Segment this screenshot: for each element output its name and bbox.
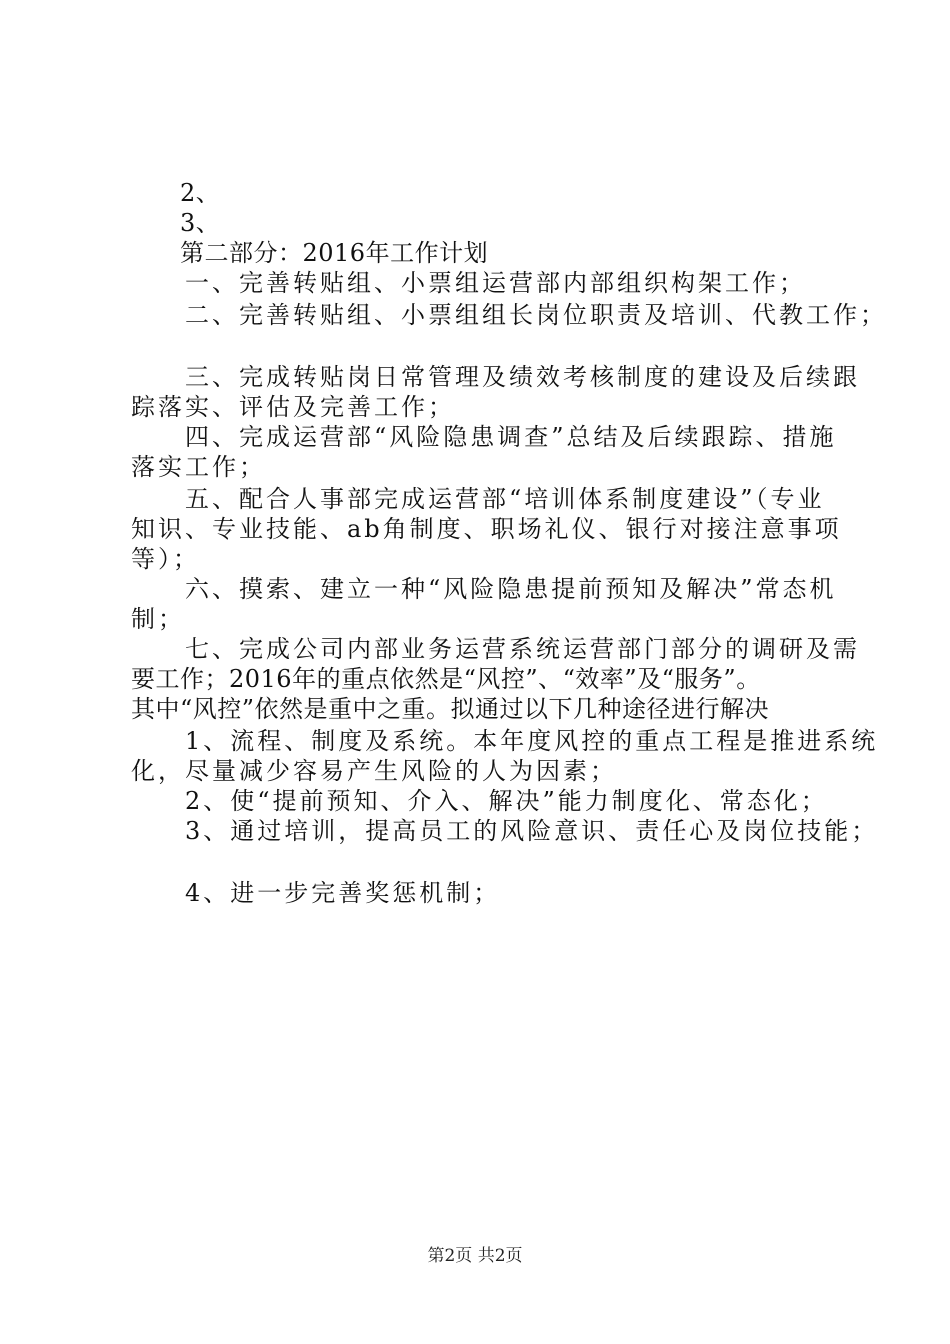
text-line: 五、配合人事部完成运营部“培训体系制度建设”（专业 <box>131 485 825 513</box>
text-line: 3、 <box>131 209 221 237</box>
text-line: 制； <box>131 605 185 633</box>
text-line: 落实工作； <box>131 453 266 481</box>
text-line: 踪落实、评估及完善工作； <box>131 393 455 421</box>
text-line: 化，尽量减少容易产生风险的人为因素； <box>131 757 617 785</box>
text-line: 四、完成运营部“风险隐患调查”总结及后续跟踪、措施 <box>131 423 837 451</box>
text-line: 3、通过培训，提高员工的风险意识、责任心及岗位技能； <box>131 817 879 845</box>
text-line: 2、使“提前预知、介入、解决”能力制度化、常态化； <box>131 787 828 815</box>
text-line: 三、完成转贴岗日常管理及绩效考核制度的建设及后续跟 <box>131 363 860 391</box>
text-line: 等）； <box>131 545 200 573</box>
text-line: 1、流程、制度及系统。本年度风控的重点工程是推进系统 <box>131 727 879 755</box>
text-line: 二、完善转贴组、小票组组长岗位职责及培训、代教工作； <box>131 301 887 329</box>
page-footer: 第2页 共2页 <box>427 1246 523 1266</box>
text-line: 七、完成公司内部业务运营系统运营部门部分的调研及需 <box>131 635 860 663</box>
text-line: 六、摸索、建立一种“风险隐患提前预知及解决”常态机 <box>131 575 837 603</box>
text-line: 一、完善转贴组、小票组运营部内部组织构架工作； <box>131 269 806 297</box>
section-heading: 第二部分：2016年工作计划 <box>131 239 489 267</box>
text-line: 知识、专业技能、ab角制度、职场礼仪、银行对接注意事项 <box>131 515 842 543</box>
text-line: 其中“风控”依然是重中之重。拟通过以下几种途径进行解决 <box>131 695 770 723</box>
text-line: 要工作；2016年的重点依然是“风控”、“效率”及“服务”。 <box>131 665 761 693</box>
text-line: 4、进一步完善奖惩机制； <box>131 879 501 907</box>
text-line: 2、 <box>131 179 221 207</box>
